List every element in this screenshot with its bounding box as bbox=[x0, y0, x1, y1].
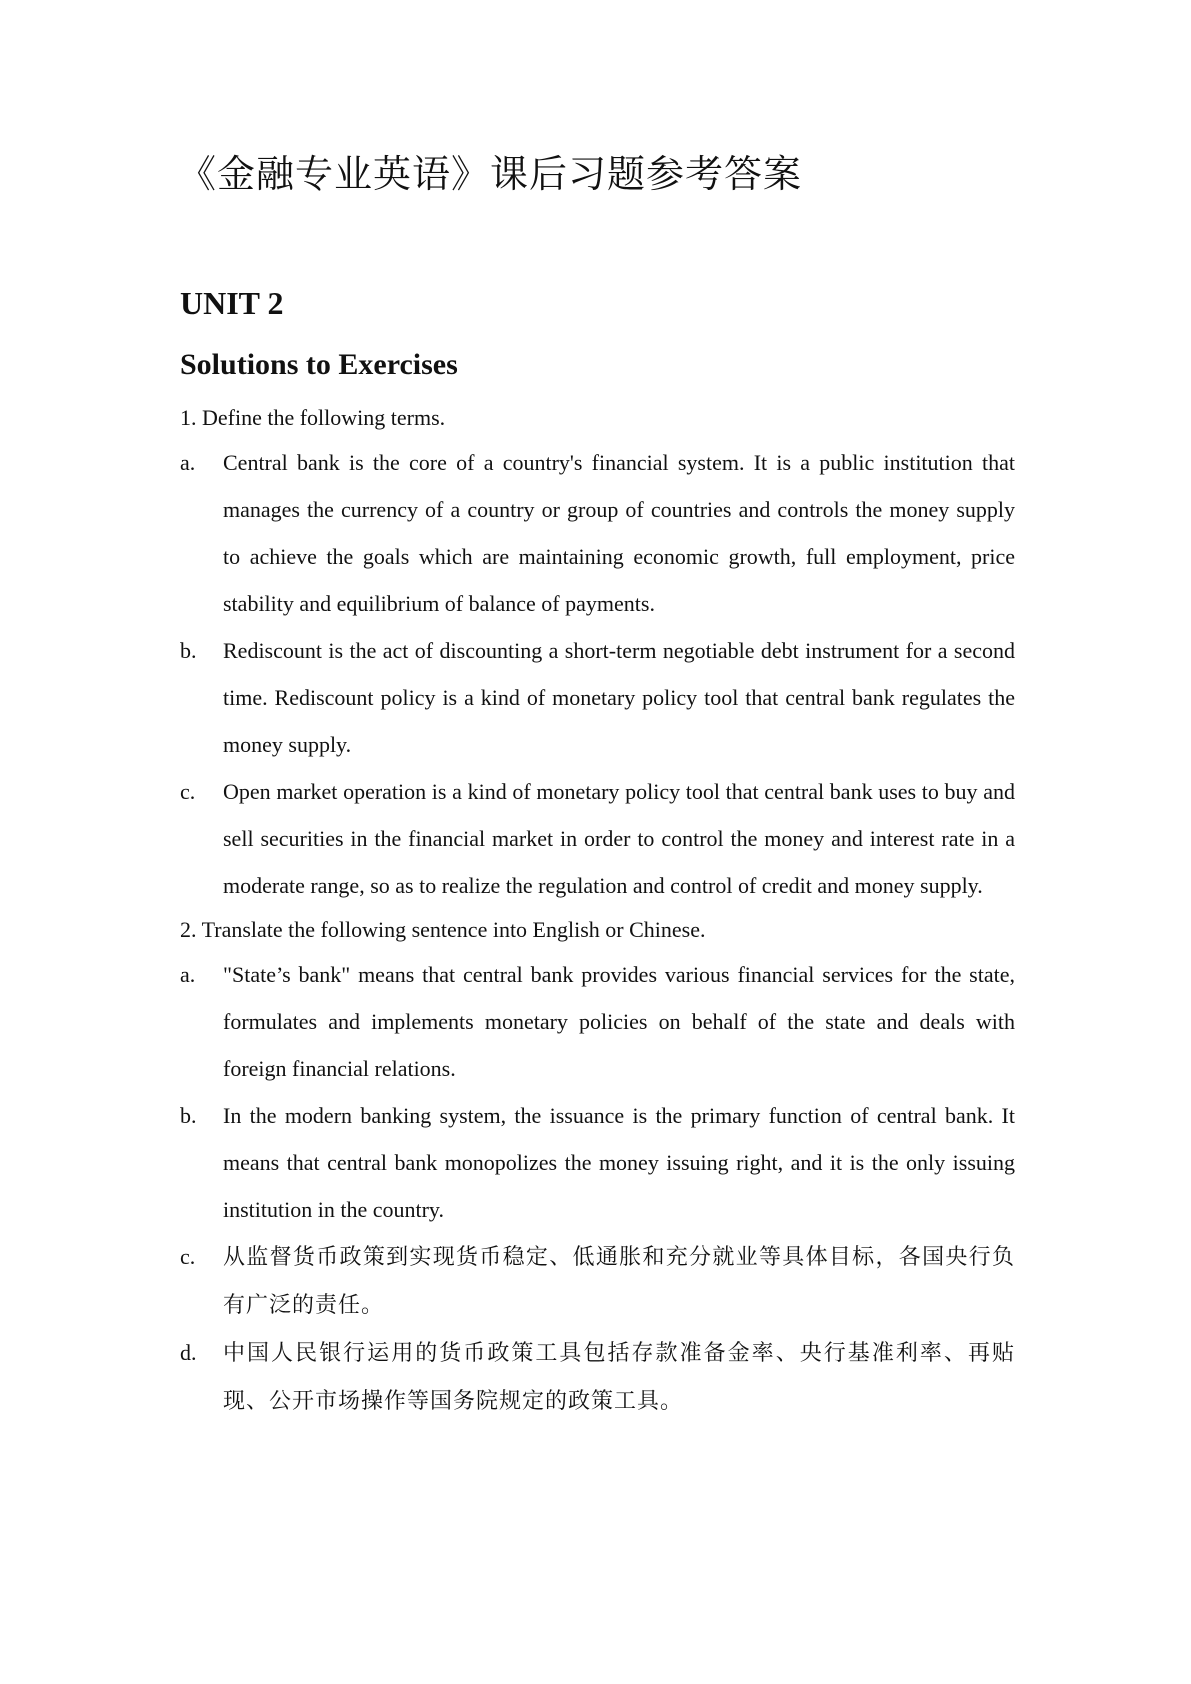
section-heading: Solutions to Exercises bbox=[180, 348, 458, 381]
item-text: "State’s bank" means that central bank provides various financial services for the state, formulates and implements monetary policies on behalf of the state and deals with foreign financial relations. bbox=[223, 962, 1015, 1081]
item-text: Open market operation is a kind of monetary policy tool that central bank uses to buy and sell securities in the financial market in order to control the money and interest rate in a moderate range, so as to realize the regulation and control of credit and money supply. bbox=[223, 779, 1015, 898]
unit-heading: UNIT 2 bbox=[180, 285, 284, 321]
item-marker: b. bbox=[180, 638, 197, 663]
item-marker: a. bbox=[180, 450, 196, 475]
list-item bbox=[180, 768, 1015, 909]
item-text: In the modern banking system, the issuance is the primary function of central bank. It means that central bank monopolizes the money issuing right, and it is the only issuing institution in the country. bbox=[223, 1103, 1015, 1222]
list-item bbox=[180, 439, 1015, 627]
item-marker: c. bbox=[180, 1244, 196, 1269]
item-marker: d. bbox=[180, 1340, 197, 1365]
item-text: 从监督货币政策到实现货币稳定、低通胀和充分就业等具体目标，各国央行负有广泛的责任。 bbox=[223, 1245, 1015, 1318]
list-item bbox=[180, 1233, 1015, 1329]
question-2-title: 2. Translate the following sentence into English or Chinese. bbox=[180, 917, 706, 942]
item-text: 中国人民银行运用的货币政策工具包括存款准备金率、央行基准利率、再贴现、公开市场操作等国务院规定的政策工具。 bbox=[223, 1341, 1015, 1414]
list-item bbox=[180, 1329, 1015, 1425]
list-item bbox=[180, 1092, 1015, 1233]
list-item bbox=[180, 951, 1015, 1092]
item-marker: c. bbox=[180, 779, 196, 804]
question-1-title: 1. Define the following terms. bbox=[180, 405, 446, 430]
list-item bbox=[180, 627, 1015, 768]
item-marker: a. bbox=[180, 962, 196, 987]
document-title: 《金融专业英语》课后习题参考答案 bbox=[178, 152, 803, 196]
item-text: Rediscount is the act of discounting a short-term negotiable debt instrument for a second time. Rediscount policy is a kind of monetary policy tool that central bank regulates the money supply. bbox=[223, 638, 1015, 757]
exercise-content bbox=[180, 397, 1015, 1425]
item-text: Central bank is the core of a country's financial system. It is a public institution that manages the currency of a country or group of countries and controls the money supply to achieve the goals which are maintaining economic growth, full employment, price stability and equilibrium of balance of payments. bbox=[223, 450, 1015, 616]
item-marker: b. bbox=[180, 1103, 197, 1128]
